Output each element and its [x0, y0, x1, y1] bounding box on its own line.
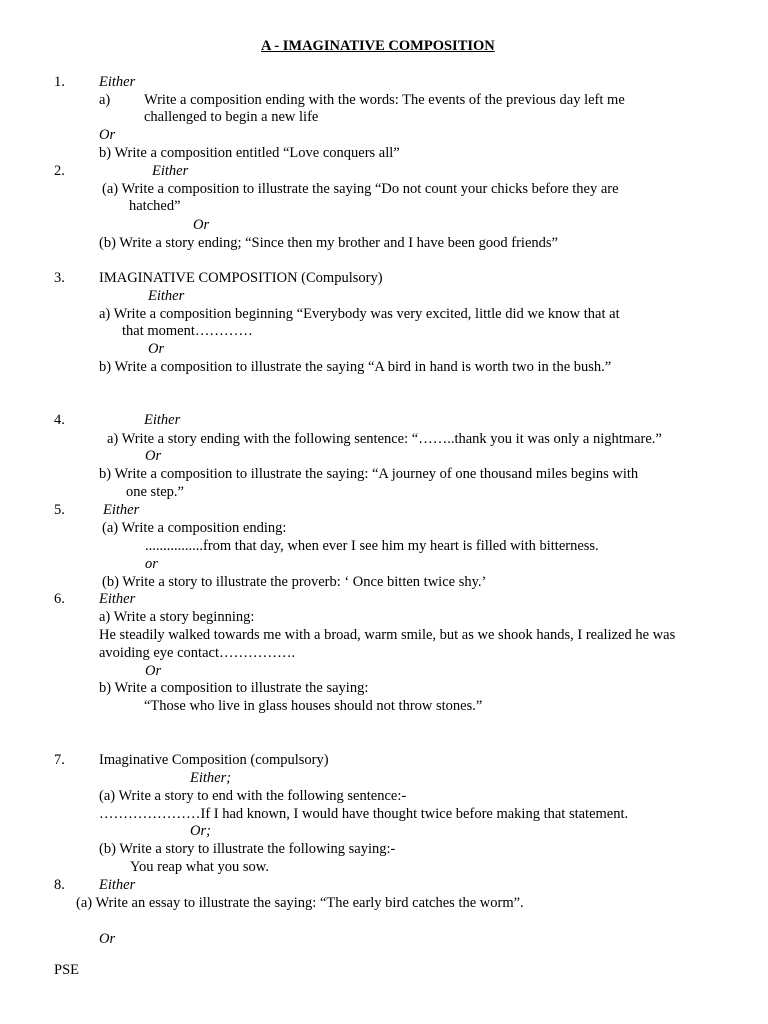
question-1-number: 1.: [54, 74, 65, 90]
question-7-or: Or;: [190, 823, 211, 839]
question-1a-line-2: challenged to begin a new life: [144, 109, 319, 125]
question-6b-line-1: b) Write a composition to illustrate the saying:: [99, 680, 369, 696]
question-5a-line-1: (a) Write a composition ending:: [102, 520, 287, 536]
question-1b: b) Write a composition entitled “Love conquers all”: [99, 145, 400, 161]
page-title: A - IMAGINATIVE COMPOSITION: [261, 38, 495, 54]
question-4b-line-2: one step.”: [126, 484, 184, 500]
question-1a-label: a): [99, 92, 111, 108]
question-2b: (b) Write a story ending; “Since then my brother and I have been good friends”: [99, 235, 558, 251]
question-4a: a) Write a story ending with the following sentence: “……..thank you it was only a nightmare.”: [107, 431, 662, 447]
question-6a-line-2: He steadily walked towards me with a broad, warm smile, but as we shook hands, I realized he was: [99, 627, 676, 643]
footer-label: PSE: [54, 962, 79, 978]
question-5-number: 5.: [54, 502, 65, 518]
question-7b-line-1: (b) Write a story to illustrate the following saying:-: [99, 841, 396, 857]
question-7-number: 7.: [54, 752, 65, 768]
question-7a-line-2: …………………If I had known, I would have thought twice before making that statement.: [99, 806, 629, 822]
question-3b: b) Write a composition to illustrate the saying “A bird in hand is worth two in the bush.”: [99, 359, 612, 375]
question-8-number: 8.: [54, 877, 65, 893]
question-2-number: 2.: [54, 163, 65, 179]
question-8-either: Either: [99, 877, 136, 893]
question-2-or: Or: [193, 217, 210, 233]
question-3-heading: IMAGINATIVE COMPOSITION (Compulsory): [99, 270, 383, 286]
question-3a-line-2: that moment…………: [122, 323, 253, 339]
question-5b: (b) Write a story to illustrate the proverb: ‘ Once bitten twice shy.’: [102, 574, 487, 590]
question-2a-line-2: hatched”: [129, 198, 181, 214]
question-3-either: Either: [148, 288, 185, 304]
question-7a-line-1: (a) Write a story to end with the following sentence:-: [99, 788, 407, 804]
question-2a-line-1: (a) Write a composition to illustrate the saying “Do not count your chicks before they are: [102, 181, 619, 197]
question-1-or: Or: [99, 127, 116, 143]
question-6-number: 6.: [54, 591, 65, 607]
question-7-either: Either;: [190, 770, 232, 786]
question-6b-line-2: “Those who live in glass houses should not throw stones.”: [144, 698, 483, 714]
question-2-either: Either: [152, 163, 189, 179]
question-1-either: Either: [99, 74, 136, 90]
question-6-or: Or: [145, 663, 162, 679]
question-5-either: Either: [103, 502, 140, 518]
question-6a-line-3: avoiding eye contact…………….: [99, 645, 296, 661]
question-5-or: or: [145, 556, 158, 572]
question-8a: (a) Write an essay to illustrate the saying: “The early bird catches the worm”.: [76, 895, 524, 911]
question-4-number: 4.: [54, 412, 65, 428]
question-3-or: Or: [148, 341, 165, 357]
question-1a-line-1: Write a composition ending with the words: The events of the previous day left me: [144, 92, 625, 108]
question-7-heading: Imaginative Composition (compulsory): [99, 752, 329, 768]
question-3-number: 3.: [54, 270, 65, 286]
question-6a-line-1: a) Write a story beginning:: [99, 609, 255, 625]
question-7b-line-2: You reap what you sow.: [130, 859, 269, 875]
question-4-either: Either: [144, 412, 181, 428]
question-4b-line-1: b) Write a composition to illustrate the saying: “A journey of one thousand miles begins with: [99, 466, 639, 482]
question-6-either: Either: [99, 591, 136, 607]
question-4-or: Or: [145, 448, 162, 464]
question-8-or: Or: [99, 931, 116, 947]
question-5a-line-2: ................from that day, when ever I see him my heart is filled with bitterness.: [145, 538, 599, 554]
question-3a-line-1: a) Write a composition beginning “Everybody was very excited, little did we know that at: [99, 306, 620, 322]
